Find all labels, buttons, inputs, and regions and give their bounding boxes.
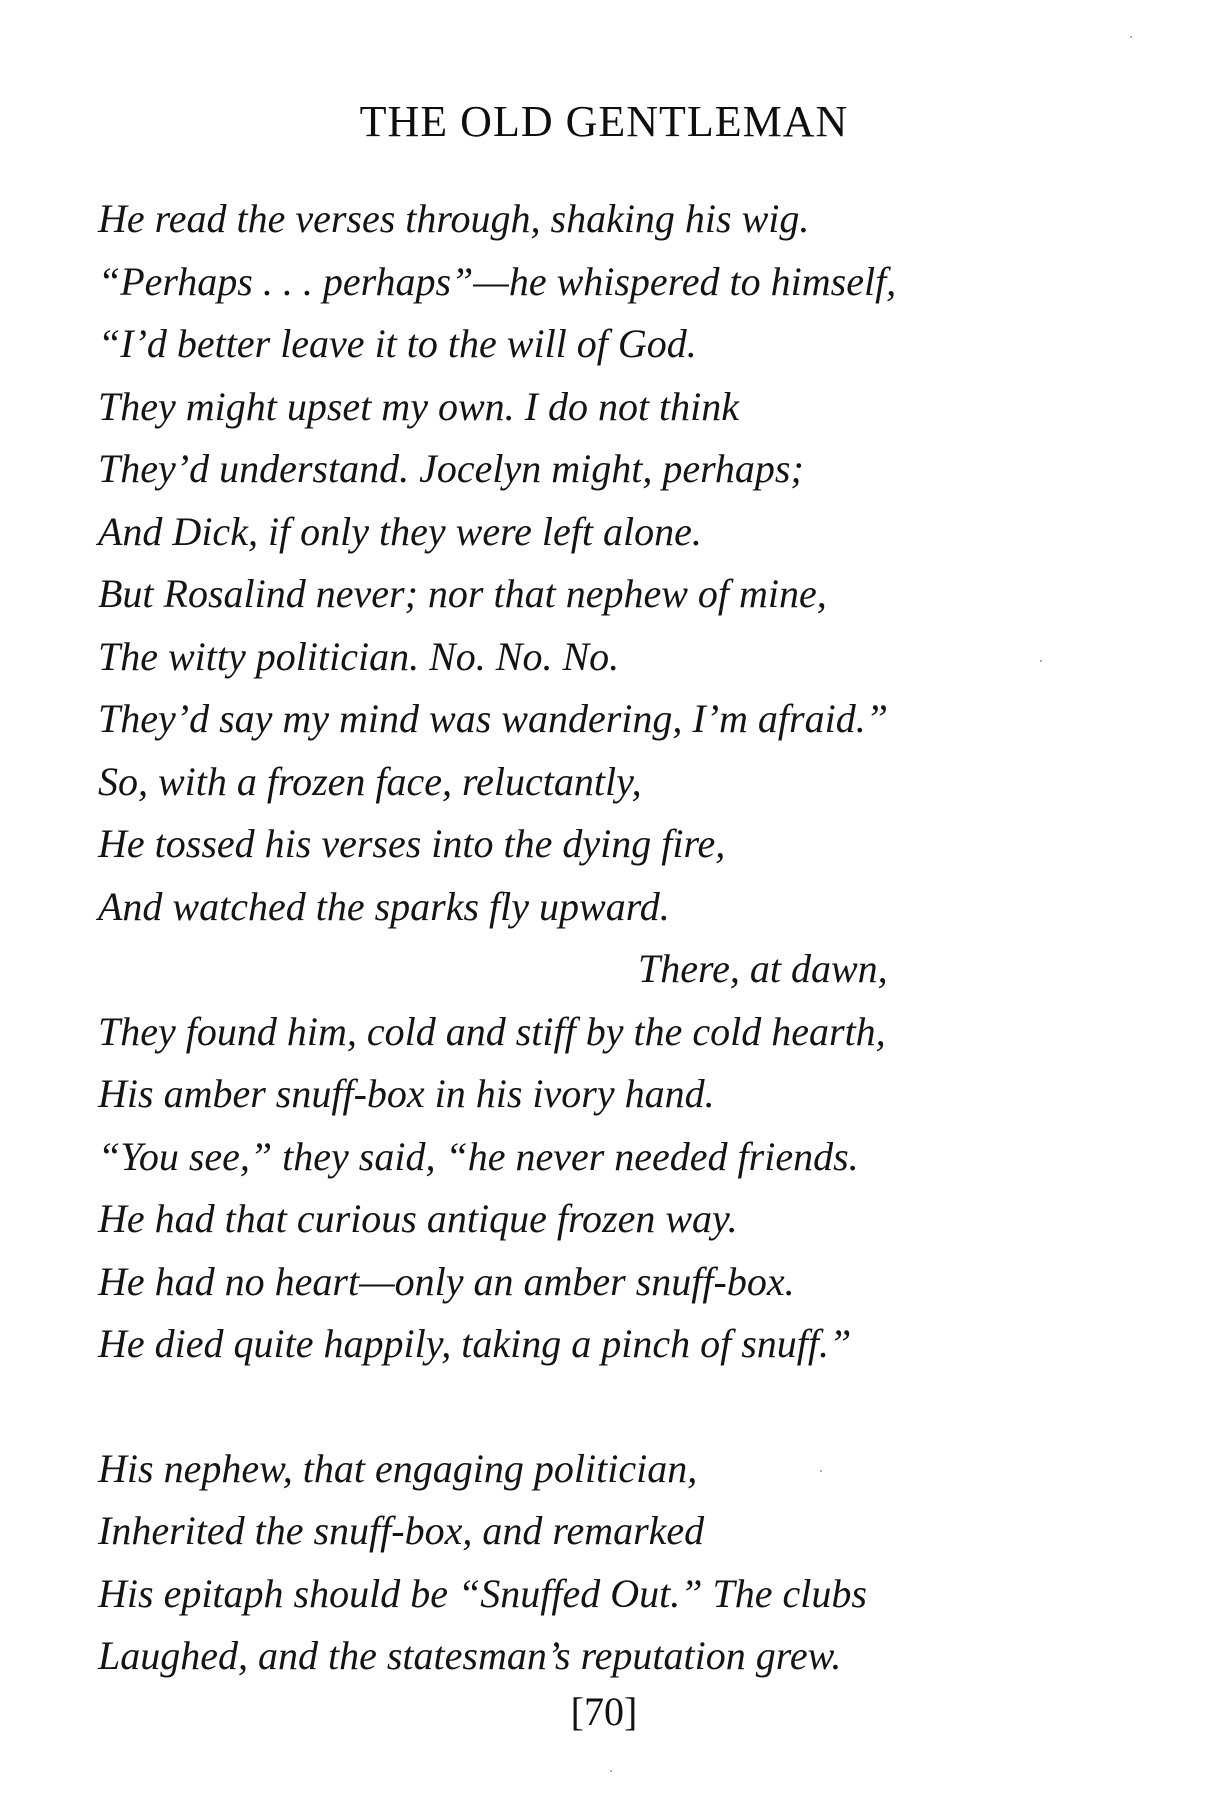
- poem-line: They’d understand. Jocelyn might, perhaps;: [98, 446, 804, 491]
- stanza-1: [98, 188, 1138, 1376]
- poem-line: And Dick, if only they were left alone.: [98, 508, 702, 554]
- poem-line: He tossed his verses into the dying fire,: [98, 821, 726, 866]
- poem-line: He had no heart—only an amber snuff-box.: [98, 1258, 795, 1304]
- paper-speck: [820, 1470, 822, 1472]
- poem-line: “You see,” they said, “he never needed friends.: [98, 1133, 859, 1179]
- poem-line: He died quite happily, taking a pinch of snuff.”: [98, 1321, 852, 1366]
- poem-body: [98, 188, 1138, 1688]
- poem-line: “I’d better leave it to the will of God.: [98, 321, 697, 366]
- poem-line-indented: There, at dawn,: [638, 946, 888, 991]
- paper-speck: [1040, 660, 1042, 662]
- poem-line: The witty politician. No. No. No.: [98, 633, 620, 679]
- poem-line: And watched the sparks fly upward.: [98, 883, 670, 929]
- paper-speck: [1130, 36, 1132, 38]
- poem-line: But Rosalind never; nor that nephew of mine,: [98, 571, 827, 616]
- stanza-2: [98, 1438, 1138, 1688]
- poem-line: Laughed, and the statesman’s reputation grew.: [98, 1633, 842, 1678]
- poem-line: They might upset my own. I do not think: [98, 383, 740, 429]
- poem-line: His nephew, that engaging politician,: [98, 1445, 698, 1491]
- page-title: THE OLD GENTLEMAN: [359, 97, 849, 146]
- poem-line: Inherited the snuff-box, and remarked: [98, 1508, 705, 1553]
- poem-line: His epitaph should be “Snuffed Out.” The clubs: [98, 1570, 867, 1616]
- poem-line: He had that curious antique frozen way.: [98, 1196, 738, 1241]
- poem-line: They’d say my mind was wandering, I’m afraid.”: [98, 696, 888, 741]
- poem-line: “Perhaps . . . perhaps”—he whispered to himself,: [98, 258, 897, 304]
- poem-line: He read the verses through, shaking his wig.: [98, 196, 810, 241]
- paper-speck: [610, 1770, 612, 1772]
- page-number: [70]: [570, 1689, 638, 1734]
- poem-line: So, with a frozen face, reluctantly,: [98, 758, 642, 804]
- poem-line: His amber snuff-box in his ivory hand.: [98, 1071, 715, 1116]
- poem-line: They found him, cold and stiff by the cold hearth,: [98, 1008, 886, 1054]
